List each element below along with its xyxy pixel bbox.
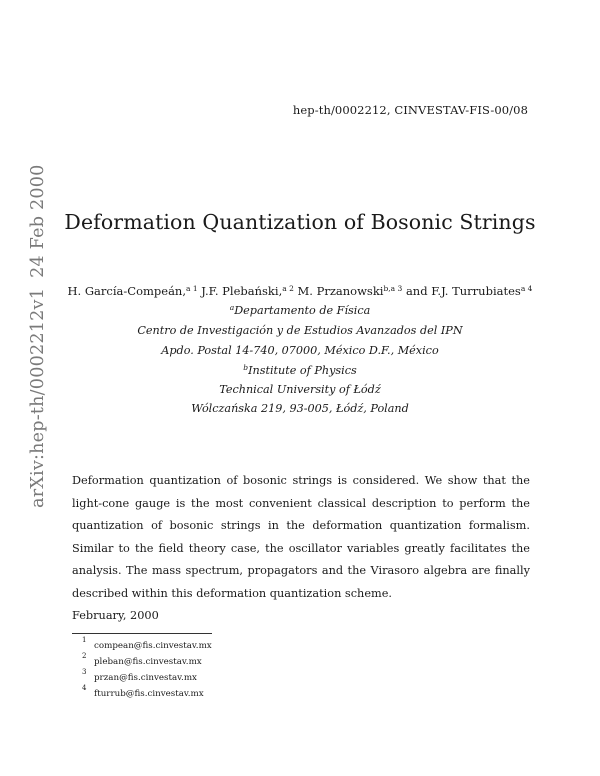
footnote bbox=[82, 684, 204, 699]
author-name: H. García-Compeán, bbox=[67, 284, 186, 298]
author-name: M. Przanowski bbox=[297, 284, 384, 298]
authors-line bbox=[0, 284, 600, 298]
footnote bbox=[82, 668, 197, 683]
footnote-mark: 2 bbox=[82, 652, 87, 660]
arxiv-id: arXiv:hep-th/0002212v1 bbox=[28, 287, 48, 508]
footnote-mark: 1 bbox=[82, 636, 87, 644]
author-name: J.F. Plebański, bbox=[201, 284, 283, 298]
author-affiliation-mark: b,a 3 bbox=[383, 284, 403, 293]
affiliation-a-institution: Centro de Investigación y de Estudios Avanzados del IPN bbox=[137, 324, 463, 337]
affiliation-text: Institute of Physics bbox=[248, 364, 357, 377]
abstract: Deformation quantization of bosonic strings is considered. We show that the light-cone gauge is the most convenient classical description to perform the quantization of bosonic strings in the deformation quantization formalism. Similar to the field theory case, the oscillator variables greatly facilitates the analysis. The mass spectrum, propagators and the Virasoro algebra are finally described within this deformation quantization scheme. bbox=[72, 474, 530, 600]
affiliation-mark: a bbox=[229, 303, 235, 312]
affiliation-b-department bbox=[0, 364, 600, 377]
affiliation-text: Departamento de Física bbox=[234, 304, 371, 317]
paper-title: Deformation Quantization of Bosonic Strings bbox=[64, 210, 536, 234]
author-affiliation-mark: a 1 bbox=[186, 284, 198, 293]
affiliation-mark: b bbox=[243, 363, 249, 372]
date: February, 2000 bbox=[72, 609, 159, 622]
report-number: hep-th/0002212, CINVESTAV-FIS-00/08 bbox=[292, 103, 528, 117]
footnote-email: compean@fis.cinvestav.mx bbox=[94, 641, 212, 651]
footnote-email: pleban@fis.cinvestav.mx bbox=[94, 657, 202, 667]
footnote-divider bbox=[72, 633, 212, 634]
footnote-mark: 3 bbox=[82, 668, 87, 676]
author-affiliation-mark: a 2 bbox=[282, 284, 294, 293]
affiliation-a-department bbox=[0, 304, 600, 317]
author-name: and F.J. Turrubiates bbox=[405, 284, 521, 298]
arxiv-date: 24 Feb 2000 bbox=[28, 164, 48, 278]
footnote-mark: 4 bbox=[82, 684, 87, 692]
author-affiliation-mark: a 4 bbox=[520, 284, 533, 293]
footnote-email: przan@fis.cinvestav.mx bbox=[94, 673, 197, 683]
affiliation-b-institution: Technical University of Łódź bbox=[219, 383, 381, 396]
affiliation-a-address: Apdo. Postal 14-740, 07000, México D.F., México bbox=[161, 344, 439, 357]
footnote-email: fturrub@fis.cinvestav.mx bbox=[94, 689, 204, 699]
footnote bbox=[82, 652, 202, 667]
affiliation-b-address: Wólczańska 219, 93-005, Łódź, Poland bbox=[191, 402, 409, 415]
footnote bbox=[82, 636, 212, 651]
